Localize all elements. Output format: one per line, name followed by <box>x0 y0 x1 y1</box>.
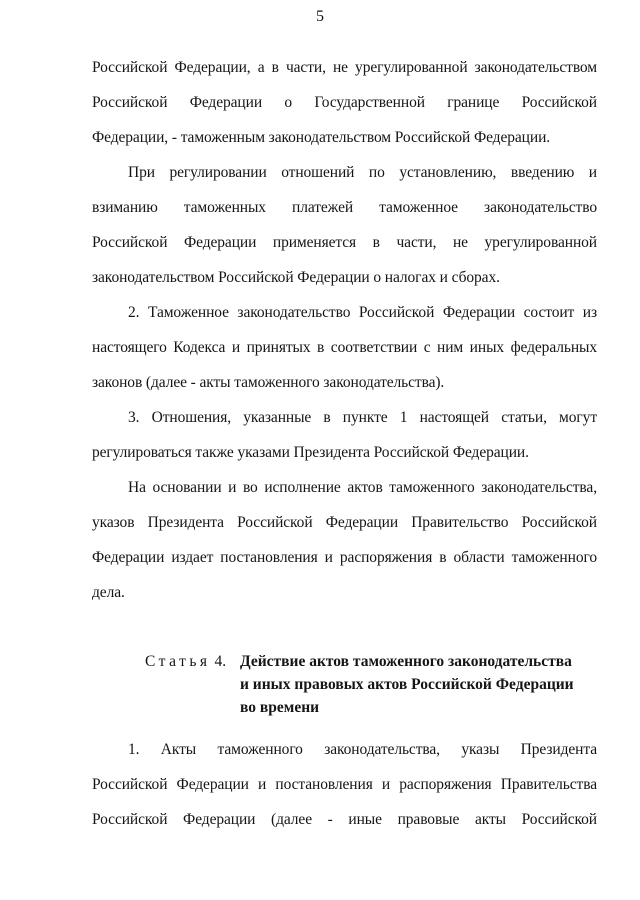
body-line: На основании и во исполнение актов таможенного законодательства, <box>128 479 597 496</box>
article-word: Статья <box>145 653 211 670</box>
body-line: законодательством Российской Федерации о налогах и сборах. <box>92 269 500 286</box>
document-text-block <box>92 50 597 837</box>
body-line: 3. Отношения, указанные в пункте 1 настоящей статьи, могут <box>128 409 597 426</box>
article-title-line: Действие актов таможенного законодательства <box>240 653 572 670</box>
article-title-line: и иных правовых актов Российской Федерации <box>240 676 574 693</box>
body-line: Российской Федерации применяется в части, не урегулированной <box>92 234 597 251</box>
body-line: 2. Таможенное законодательство Российской Федерации состоит из <box>128 304 597 321</box>
body-line: законов (далее - акты таможенного законодательства). <box>92 374 445 391</box>
body-line: настоящего Кодекса и принятых в соответствии с ним иных федеральных <box>92 339 597 356</box>
page-number: 5 <box>316 8 324 25</box>
article-body <box>92 732 597 837</box>
body-line: дела. <box>92 584 125 601</box>
body-line: Российской Федерации, а в части, не урегулированной законодательством <box>92 59 597 76</box>
body-line: Федерации издает постановления и распоряжения в области таможенного <box>92 549 597 566</box>
body-line: Российской Федерации о Государственной границе Российской <box>92 94 597 111</box>
body-line: Российской Федерации (далее - иные правовые акты Российской <box>92 811 597 828</box>
article-title <box>240 650 574 719</box>
body-line: Федерации, - таможенным законодательством Российской Федерации. <box>92 129 551 146</box>
body-line: регулироваться также указами Президента Российской Федерации. <box>92 444 529 461</box>
article-heading <box>92 650 597 719</box>
article-number <box>145 650 240 673</box>
body-line: Российской Федерации и постановления и распоряжения Правительства <box>92 776 597 793</box>
body-line: взиманию таможенных платежей таможенное законодательство <box>92 199 597 216</box>
body-line: 1. Акты таможенного законодательства, указы Президента <box>128 741 597 758</box>
article-title-line: во времени <box>240 699 320 716</box>
body-line: При регулировании отношений по установлению, введению и <box>128 164 597 181</box>
article-digit: 4. <box>214 653 227 670</box>
body-line: указов Президента Российской Федерации Правительство Российской <box>92 514 597 531</box>
